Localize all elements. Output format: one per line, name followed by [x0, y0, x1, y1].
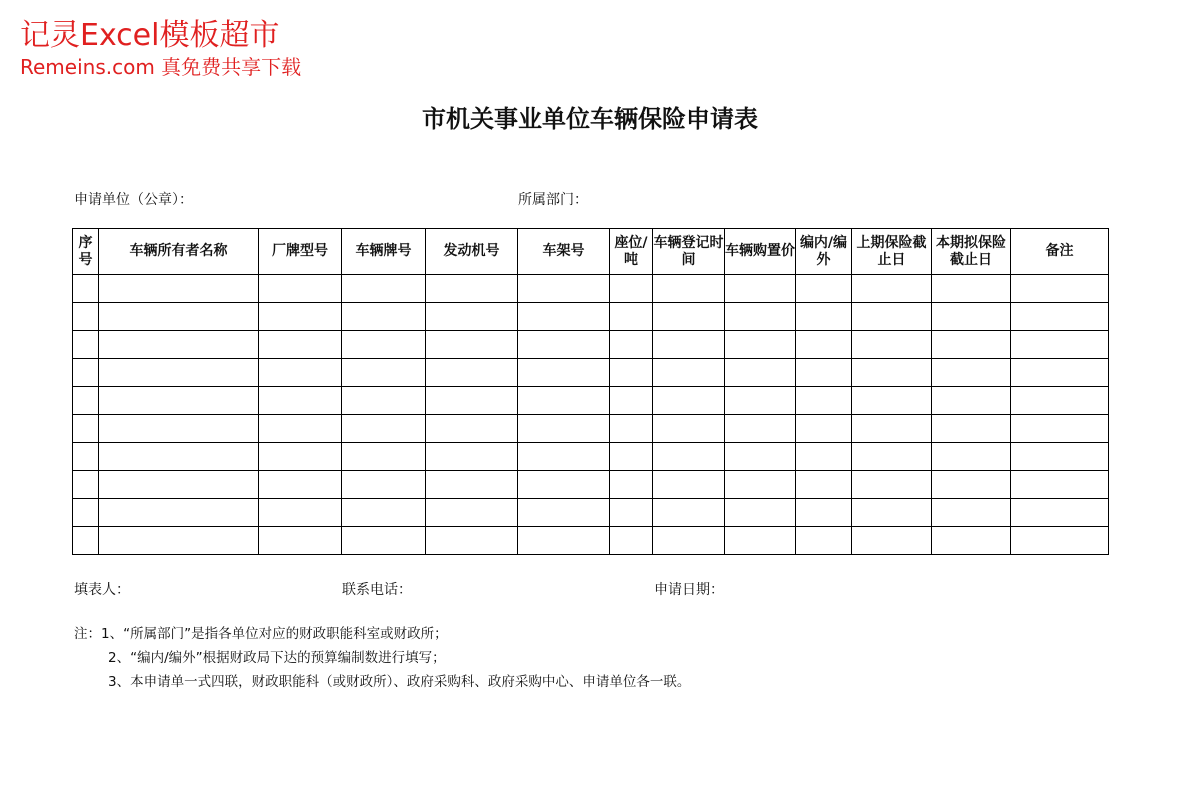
table-cell[interactable] — [342, 303, 426, 331]
table-cell[interactable] — [99, 415, 259, 443]
table-cell[interactable] — [725, 499, 796, 527]
table-cell[interactable] — [653, 303, 725, 331]
table-cell[interactable] — [610, 387, 653, 415]
table-cell[interactable] — [259, 387, 342, 415]
table-cell[interactable] — [518, 331, 610, 359]
table-cell[interactable] — [426, 331, 518, 359]
phone-label: 联系电话： — [342, 582, 412, 598]
table-cell[interactable] — [518, 471, 610, 499]
table-cell[interactable] — [796, 331, 852, 359]
table-cell[interactable] — [852, 359, 932, 387]
table-cell[interactable] — [852, 443, 932, 471]
table-row — [73, 275, 1109, 303]
table-cell[interactable] — [73, 359, 99, 387]
table-cell[interactable] — [796, 443, 852, 471]
table-cell[interactable] — [426, 359, 518, 387]
table-cell[interactable] — [796, 359, 852, 387]
table-cell[interactable] — [99, 275, 259, 303]
table-cell[interactable] — [99, 499, 259, 527]
department-label: 所属部门： — [518, 192, 588, 208]
table-cell[interactable] — [73, 415, 99, 443]
table-cell[interactable] — [426, 499, 518, 527]
table-cell[interactable] — [426, 471, 518, 499]
table-cell[interactable] — [1011, 331, 1109, 359]
table-cell[interactable] — [259, 275, 342, 303]
header-seq-no: 序号 — [73, 229, 99, 275]
table-cell[interactable] — [932, 387, 1011, 415]
table-cell[interactable] — [73, 275, 99, 303]
table-cell[interactable] — [852, 527, 932, 555]
table-row — [73, 471, 1109, 499]
table-cell[interactable] — [653, 331, 725, 359]
table-cell[interactable] — [99, 359, 259, 387]
table-cell[interactable] — [99, 303, 259, 331]
table-cell[interactable] — [932, 527, 1011, 555]
table-cell[interactable] — [852, 499, 932, 527]
table-row — [73, 303, 1109, 331]
table-row — [73, 359, 1109, 387]
table-cell[interactable] — [342, 527, 426, 555]
watermark-brand-subtitle: Remeins.com 真免费共享下载 — [20, 55, 302, 79]
table-cell[interactable] — [99, 387, 259, 415]
table-cell[interactable] — [426, 275, 518, 303]
table-cell[interactable] — [796, 303, 852, 331]
table-row — [73, 443, 1109, 471]
vehicle-insurance-table — [72, 228, 1109, 555]
table-cell[interactable] — [932, 443, 1011, 471]
table-cell[interactable] — [342, 387, 426, 415]
table-row — [73, 527, 1109, 555]
applicant-unit-label: 申请单位（公章）： — [74, 192, 193, 208]
header-brand-model: 厂牌型号 — [259, 229, 342, 275]
table-cell[interactable] — [426, 387, 518, 415]
table-cell[interactable] — [342, 471, 426, 499]
table-cell[interactable] — [725, 415, 796, 443]
table-cell[interactable] — [653, 415, 725, 443]
table-cell[interactable] — [653, 443, 725, 471]
table-cell[interactable] — [518, 359, 610, 387]
table-cell[interactable] — [73, 331, 99, 359]
table-cell[interactable] — [1011, 415, 1109, 443]
table-cell[interactable] — [518, 443, 610, 471]
header-frame-number: 车架号 — [518, 229, 610, 275]
table-cell[interactable] — [342, 499, 426, 527]
table-header-row — [73, 229, 1109, 275]
apply-date-label: 申请日期： — [654, 582, 724, 598]
table-cell[interactable] — [610, 331, 653, 359]
table-cell[interactable] — [426, 527, 518, 555]
table-cell[interactable] — [852, 303, 932, 331]
table-row — [73, 387, 1109, 415]
table-cell[interactable] — [725, 359, 796, 387]
table-cell[interactable] — [259, 499, 342, 527]
table-cell[interactable] — [518, 275, 610, 303]
table-cell[interactable] — [518, 499, 610, 527]
table-row — [73, 415, 1109, 443]
table-cell[interactable] — [725, 527, 796, 555]
table-cell[interactable] — [259, 527, 342, 555]
table-cell[interactable] — [725, 443, 796, 471]
table-cell[interactable] — [99, 471, 259, 499]
table-cell[interactable] — [653, 499, 725, 527]
filler-label: 填表人： — [74, 582, 130, 598]
table-cell[interactable] — [932, 303, 1011, 331]
header-plate-number: 车辆牌号 — [342, 229, 426, 275]
table-cell[interactable] — [1011, 471, 1109, 499]
table-cell[interactable] — [796, 527, 852, 555]
table-cell[interactable] — [932, 471, 1011, 499]
table-cell[interactable] — [1011, 499, 1109, 527]
table-cell[interactable] — [1011, 443, 1109, 471]
header-previous-expiry: 上期保险截止日 — [852, 229, 932, 275]
table-cell[interactable] — [610, 499, 653, 527]
table-cell[interactable] — [518, 303, 610, 331]
header-owner-name: 车辆所有者名称 — [99, 229, 259, 275]
table-cell[interactable] — [342, 275, 426, 303]
table-cell[interactable] — [259, 471, 342, 499]
table-cell[interactable] — [796, 499, 852, 527]
header-engine-number: 发动机号 — [426, 229, 518, 275]
table-cell[interactable] — [653, 387, 725, 415]
table-cell[interactable] — [610, 415, 653, 443]
table-cell[interactable] — [73, 443, 99, 471]
table-cell[interactable] — [725, 331, 796, 359]
header-purchase-price: 车辆购置价 — [725, 229, 796, 275]
table-cell[interactable] — [73, 303, 99, 331]
table-cell[interactable] — [73, 499, 99, 527]
table-cell[interactable] — [259, 359, 342, 387]
table-cell[interactable] — [1011, 303, 1109, 331]
table-cell[interactable] — [932, 499, 1011, 527]
note-line-2: 2、“编内/编外”根据财政局下达的预算编制数进行填写； — [108, 650, 446, 666]
table-cell[interactable] — [342, 359, 426, 387]
table-cell[interactable] — [610, 527, 653, 555]
table-cell[interactable] — [342, 331, 426, 359]
table-cell[interactable] — [73, 471, 99, 499]
table-cell[interactable] — [1011, 527, 1109, 555]
table-cell[interactable] — [932, 359, 1011, 387]
table-cell[interactable] — [99, 527, 259, 555]
table-cell[interactable] — [653, 275, 725, 303]
table-cell[interactable] — [653, 359, 725, 387]
table-body — [73, 275, 1109, 555]
header-current-expiry: 本期拟保险截止日 — [932, 229, 1011, 275]
table-cell[interactable] — [259, 331, 342, 359]
table-cell[interactable] — [99, 443, 259, 471]
table-cell[interactable] — [610, 471, 653, 499]
header-remarks: 备注 — [1011, 229, 1109, 275]
table-cell[interactable] — [259, 443, 342, 471]
table-cell[interactable] — [796, 275, 852, 303]
watermark-brand-title: 记灵Excel模板超市 — [20, 18, 280, 53]
table-cell[interactable] — [725, 303, 796, 331]
table-cell[interactable] — [426, 443, 518, 471]
table-cell[interactable] — [653, 471, 725, 499]
table-cell[interactable] — [852, 331, 932, 359]
table-cell[interactable] — [725, 471, 796, 499]
table-cell[interactable] — [610, 275, 653, 303]
table-cell[interactable] — [852, 275, 932, 303]
table-cell[interactable] — [796, 471, 852, 499]
table-cell[interactable] — [342, 415, 426, 443]
table-cell[interactable] — [610, 303, 653, 331]
table-cell[interactable] — [426, 415, 518, 443]
table-cell[interactable] — [73, 527, 99, 555]
table-cell[interactable] — [610, 359, 653, 387]
header-registration-time: 车辆登记时间 — [653, 229, 725, 275]
table-cell[interactable] — [852, 471, 932, 499]
note-line-3: 3、本申请单一式四联，财政职能科（或财政所）、政府采购科、政府采购中心、申请单位各一联。 — [108, 674, 691, 690]
table-cell[interactable] — [796, 415, 852, 443]
table-cell[interactable] — [932, 275, 1011, 303]
table-cell[interactable] — [73, 387, 99, 415]
table-cell[interactable] — [852, 415, 932, 443]
table-cell[interactable] — [259, 303, 342, 331]
table-cell[interactable] — [1011, 387, 1109, 415]
table-cell[interactable] — [725, 275, 796, 303]
table-cell[interactable] — [1011, 275, 1109, 303]
table-cell[interactable] — [932, 331, 1011, 359]
header-staffing-type: 编内/编外 — [796, 229, 852, 275]
table-cell[interactable] — [426, 303, 518, 331]
table-cell[interactable] — [852, 387, 932, 415]
table-cell[interactable] — [610, 443, 653, 471]
table-cell[interactable] — [518, 415, 610, 443]
table-row — [73, 499, 1109, 527]
header-seats-tonnage: 座位/吨 — [610, 229, 653, 275]
table-cell[interactable] — [342, 443, 426, 471]
table-cell[interactable] — [518, 387, 610, 415]
table-cell[interactable] — [99, 331, 259, 359]
table-cell[interactable] — [796, 387, 852, 415]
table-cell[interactable] — [932, 415, 1011, 443]
form-title: 市机关事业单位车辆保险申请表 — [422, 104, 758, 133]
table-row — [73, 331, 1109, 359]
table-cell[interactable] — [653, 527, 725, 555]
note-line-1: 注：1、“所属部门”是指各单位对应的财政职能科室或财政所； — [74, 626, 448, 642]
table-cell[interactable] — [518, 527, 610, 555]
table-cell[interactable] — [1011, 359, 1109, 387]
table-cell[interactable] — [259, 415, 342, 443]
table-cell[interactable] — [725, 387, 796, 415]
